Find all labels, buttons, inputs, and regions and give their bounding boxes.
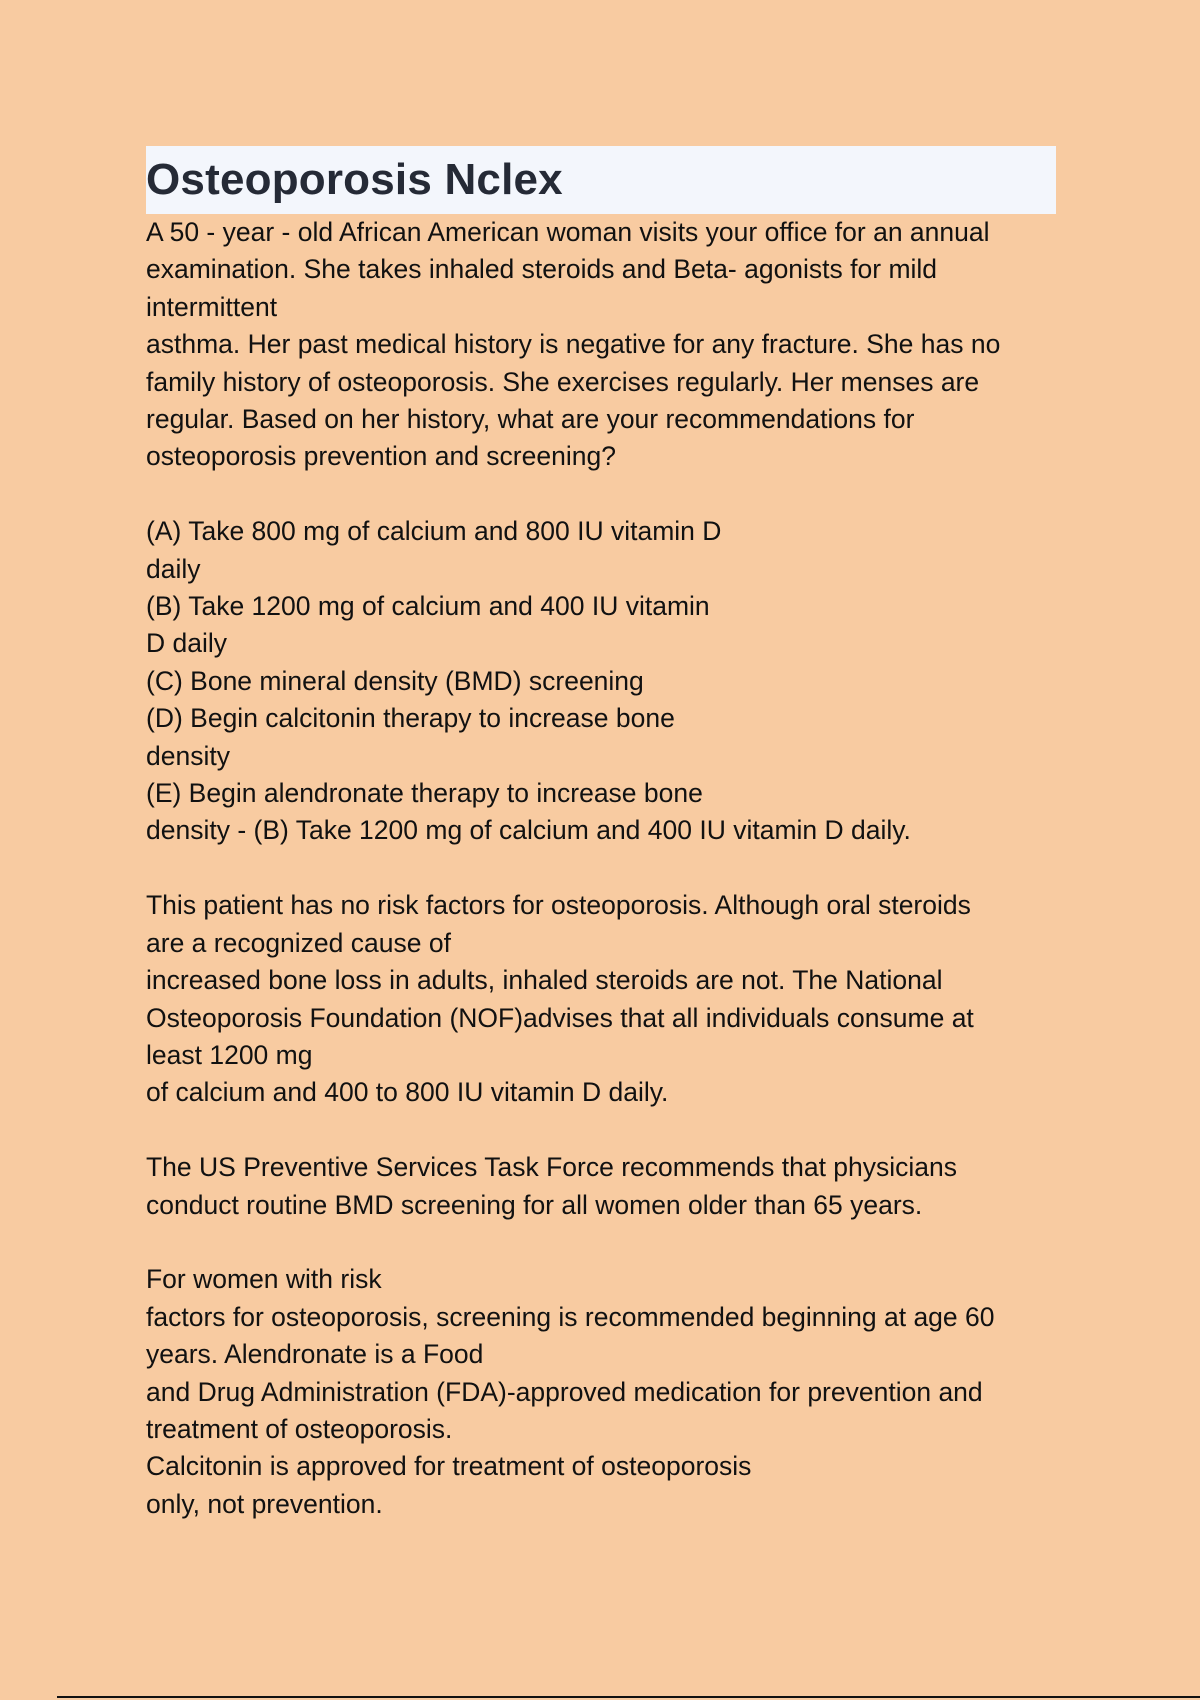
option-line: (C) Bone mineral density (BMD) screening (146, 665, 644, 696)
text-line: Calcitonin is approved for treatment of osteoporosis (146, 1451, 752, 1482)
text-line: family history of osteoporosis. She exercises regularly. Her menses are (146, 366, 980, 397)
text-line: osteoporosis prevention and screening? (146, 441, 616, 472)
option-line: (E) Begin alendronate therapy to increase bone (146, 778, 703, 809)
option-line: density (146, 740, 230, 771)
text-line: conduct routine BMD screening for all women older than 65 years. (146, 1189, 923, 1220)
option-line: (A) Take 800 mg of calcium and 800 IU vitamin D (146, 516, 722, 547)
text-line: and Drug Administration (FDA)-approved medication for prevention and (146, 1376, 983, 1407)
paragraph-spacer (146, 1224, 1056, 1261)
text-line: A 50 - year - old African American woman visits your office for an annual (146, 217, 990, 247)
uspstf-paragraph (146, 1149, 1056, 1224)
text-line: of calcium and 400 to 800 IU vitamin D daily. (146, 1077, 669, 1108)
option-line: (D) Begin calcitonin therapy to increase bone (146, 703, 675, 734)
option-line: daily (146, 553, 201, 584)
text-line: regular. Based on her history, what are your recommendations for (146, 404, 915, 435)
text-line: increased bone loss in adults, inhaled steroids are not. The National (146, 965, 943, 996)
text-line: least 1200 mg (146, 1039, 313, 1070)
text-line: are a recognized cause of (146, 927, 451, 958)
document-content (146, 146, 1056, 1523)
option-line: D daily (146, 628, 228, 659)
paragraph-spacer (146, 850, 1056, 887)
text-line: asthma. Her past medical history is negative for any fracture. She has no (146, 329, 1001, 360)
answer-options-paragraph (146, 513, 1056, 850)
risk-factors-paragraph (146, 1261, 1056, 1523)
text-line: Osteoporosis Foundation (NOF)advises that all individuals consume at (146, 1002, 974, 1033)
option-line: density - (B) Take 1200 mg of calcium and 400 IU vitamin D daily. (146, 815, 911, 846)
paragraph-spacer (146, 476, 1056, 513)
option-line: (B) Take 1200 mg of calcium and 400 IU vitamin (146, 591, 710, 622)
text-line: treatment of osteoporosis. (146, 1413, 453, 1444)
paragraph-spacer (146, 1112, 1056, 1149)
text-line: examination. She takes inhaled steroids and Beta- agonists for mild (146, 254, 938, 285)
question-paragraph (146, 214, 1056, 476)
text-line: For women with risk (146, 1264, 382, 1295)
explanation-paragraph (146, 887, 1056, 1111)
page-bottom-divider (57, 1696, 1200, 1698)
text-line: factors for osteoporosis, screening is recommended beginning at age 60 (146, 1301, 995, 1332)
text-line: The US Preventive Services Task Force recommends that physicians (146, 1152, 958, 1183)
text-line: years. Alendronate is a Food (146, 1339, 484, 1370)
text-line: intermittent (146, 291, 278, 322)
page-title: Osteoporosis Nclex (146, 146, 1056, 214)
document-body (146, 214, 1056, 1523)
text-line: This patient has no risk factors for osteoporosis. Although oral steroids (146, 890, 971, 921)
text-line: only, not prevention. (146, 1488, 383, 1519)
